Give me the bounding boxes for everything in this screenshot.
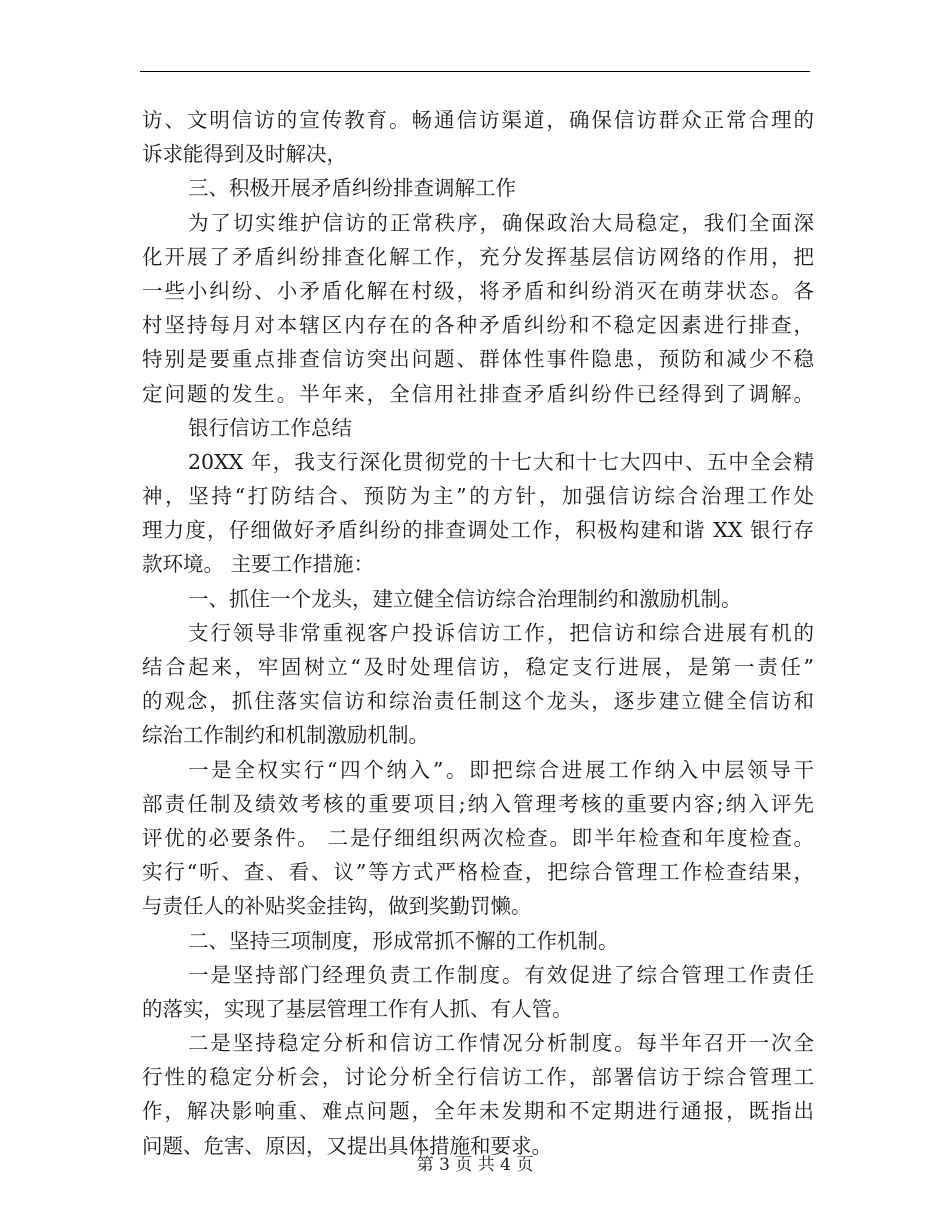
text-line: 理力度，仔细做好矛盾纠纷的排查调处工作，积极构建和谐 XX 银行存	[142, 518, 814, 543]
text-line: 20XX 年，我支行深化贯彻党的十七大和十七大四中、五中全会精	[188, 449, 814, 474]
text-line: 化开展了矛盾纠纷排查化解工作，充分发挥基层信访网络的作用，把	[142, 244, 814, 269]
text-line: 与责任人的补贴奖金挂钩，做到奖勤罚懒。	[142, 894, 532, 919]
text-line: 为了切实维护信访的正常秩序，确保政治大局稳定，我们全面深	[188, 210, 814, 235]
text-line: 一是坚持部门经理负责工作制度。有效促进了综合管理工作责任	[188, 962, 814, 987]
text-line: 问题、危害、原因，又提出具体措施和要求。	[142, 1133, 552, 1158]
text-line: 行性的稳定分析会，讨论分析全行信访工作，部署信访于综合管理工	[142, 1065, 814, 1090]
text-line: 二、坚持三项制度，形成常抓不懈的工作机制。	[188, 928, 619, 953]
text-line: 访、文明信访的宣传教育。畅通信访渠道，确保信访群众正常合理的	[142, 108, 814, 132]
text-line: 一些小纠纷、小矛盾化解在村级，将矛盾和纠纷消灭在萌芽状态。各	[142, 278, 814, 303]
text-line: 银行信访工作总结	[188, 415, 352, 440]
text-line: 综治工作制约和机制激励机制。	[142, 723, 429, 748]
text-line: 款环境。 主要工作措施：	[142, 552, 375, 577]
text-line: 三、积极开展矛盾纠纷排查调解工作	[188, 176, 516, 201]
text-line: 作，解决影响重、难点问题，全年未发期和不定期进行通报，既指出	[142, 1099, 814, 1124]
page-footer: 第 3 页 共 4 页	[416, 1155, 534, 1175]
text-line: 村坚持每月对本辖区内存在的各种矛盾纠纷和不稳定因素进行排查，	[142, 313, 814, 338]
text-line: 结合起来，牢固树立“及时处理信访，稳定支行进展，是第一责任”	[142, 655, 814, 679]
text-line: 一是全权实行“四个纳入”。即把综合进展工作纳入中层领导干	[188, 757, 814, 782]
text-line: 支行领导非常重视客户投诉信访工作，把信访和综合进展有机的	[188, 620, 814, 645]
text-line: 诉求能得到及时解决，	[142, 142, 347, 167]
text-line: 评优的必要条件。 二是仔细组织两次检查。即半年检查和年度检查。	[142, 825, 814, 850]
text-line: 实行“听、查、看、议”等方式严格检查，把综合管理工作检查结果，	[142, 860, 814, 885]
text-line: 一、抓住一个龙头，建立健全信访综合治理制约和激励机制。	[188, 586, 742, 611]
text-line: 定问题的发生。半年来，全信用社排查矛盾纠纷件已经得到了调解。	[142, 381, 814, 406]
header-rule	[140, 71, 810, 72]
text-line: 的落实，实现了基层管理工作有人抓、有人管。	[142, 996, 573, 1021]
text-line: 的观念，抓住落实信访和综治责任制这个龙头，逐步建立健全信访和	[142, 689, 814, 714]
text-line: 特别是要重点排查信访突出问题、群体性事件隐患，预防和减少不稳	[142, 347, 814, 372]
text-line: 部责任制及绩效考核的重要项目;纳入管理考核的重要内容;纳入评先	[142, 791, 814, 816]
text-line: 神，坚持“打防结合、预防为主”的方针，加强信访综合治理工作处	[142, 484, 814, 509]
text-line: 二是坚持稳定分析和信访工作情况分析制度。每半年召开一次全	[188, 1031, 814, 1056]
document-body	[142, 103, 814, 1163]
